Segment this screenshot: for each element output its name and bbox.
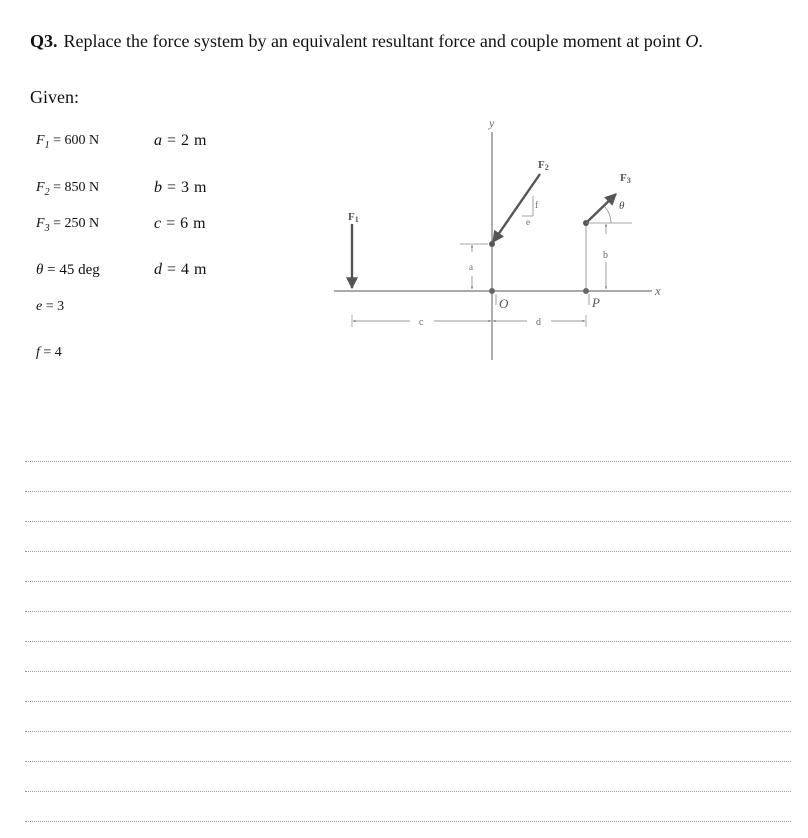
origin-label: O <box>499 296 509 311</box>
dim-c-label: c <box>419 317 424 328</box>
answer-line[interactable] <box>25 761 791 762</box>
dim-a-label: a <box>469 262 473 272</box>
answer-line[interactable] <box>25 791 791 792</box>
answer-line[interactable] <box>25 641 791 642</box>
question-body: Replace the force system by an equivalent resultant force and couple moment at point <box>63 31 686 51</box>
origin-point <box>489 288 495 294</box>
dim-d-label: d <box>536 317 541 328</box>
answer-line[interactable] <box>25 611 791 612</box>
dim-b-label: b <box>603 250 608 261</box>
question-number: Q3. <box>30 31 58 51</box>
param-d: d = 4 m <box>154 261 207 278</box>
answer-line[interactable] <box>25 521 791 522</box>
answer-line[interactable] <box>25 461 791 462</box>
param-f1: $F_1 = 600$ N <box>36 133 100 151</box>
answer-line[interactable] <box>25 701 791 702</box>
param-a: a = 2 m <box>154 132 207 149</box>
point-p <box>583 288 589 294</box>
answer-line[interactable] <box>25 821 791 822</box>
force-f3-arrow <box>586 194 616 223</box>
answer-line[interactable] <box>25 731 791 732</box>
force-f2-label: F2 <box>538 159 549 172</box>
answer-line[interactable] <box>25 491 791 492</box>
given-label: Given: <box>30 87 79 107</box>
answer-line[interactable] <box>25 671 791 672</box>
param-f2: $F_2 = 850$ N <box>36 180 100 198</box>
x-axis-label: x <box>655 283 661 298</box>
force-f3-label: F3 <box>620 172 631 185</box>
answer-line[interactable] <box>25 581 791 582</box>
point-p-label: P <box>592 295 600 310</box>
param-c: c = 6 m <box>154 215 207 232</box>
question-text <box>30 31 703 52</box>
param-f3: $F_3 = 250$ N <box>36 216 100 234</box>
force-diagram <box>330 112 700 364</box>
question-point: O <box>685 31 699 51</box>
param-b: b = 3 m <box>154 179 207 196</box>
y-axis-label: y <box>489 116 495 130</box>
slope-e-label: e <box>526 217 530 227</box>
param-f: f = 4 <box>36 345 62 360</box>
param-e: e = 3 <box>36 299 65 314</box>
param-theta: θ = 45 deg <box>36 262 100 278</box>
question-period: . <box>698 31 703 51</box>
force-f1-label: F1 <box>348 211 359 224</box>
answer-line[interactable] <box>25 551 791 552</box>
angle-theta-label: θ <box>619 200 625 212</box>
slope-f-label: f <box>535 200 538 210</box>
